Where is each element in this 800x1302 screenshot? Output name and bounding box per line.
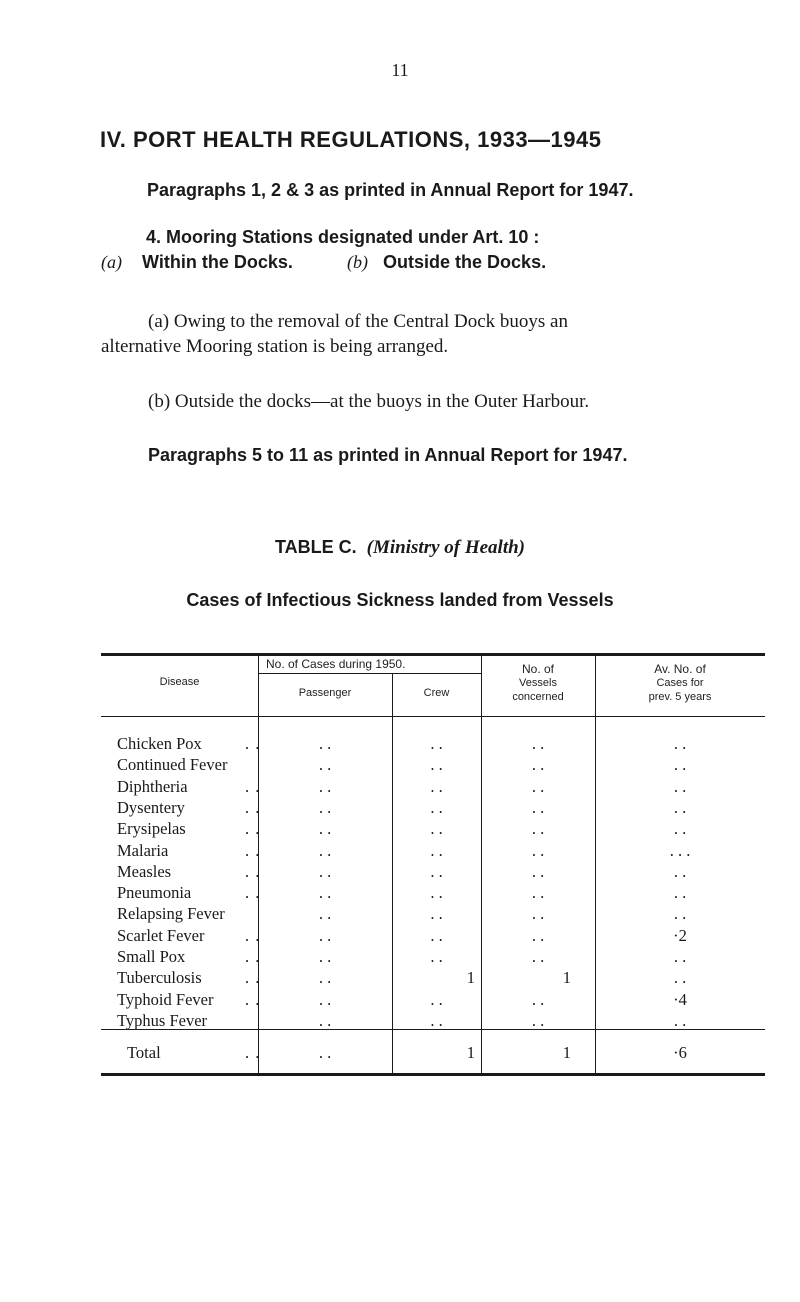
leader-dots: . . (245, 776, 261, 796)
header-vessels-line-1: No. of (521, 662, 554, 676)
option-a-text: Within the Docks. (142, 252, 293, 272)
disease-cell: Dysentery (117, 797, 185, 817)
disease-cell: Chicken Pox (117, 734, 202, 753)
leader-dots: . . (245, 925, 261, 945)
infectious-sickness-table (101, 653, 765, 1077)
leader-dots: . . (245, 947, 261, 966)
disease-cell: Continued Fever (117, 755, 228, 775)
crew-cell: . . (430, 947, 443, 966)
header-vessels (481, 662, 595, 704)
option-a-label: (a) (101, 252, 122, 272)
header-disease: Disease (159, 676, 200, 688)
crew-cell: 1 (466, 968, 475, 988)
passenger-cell: . . (318, 819, 332, 839)
passenger-cell: . . (318, 1010, 332, 1030)
disease-cell: Pneumonia (117, 883, 192, 903)
leader-dots: . . (245, 883, 261, 903)
passenger-cell: . . (318, 776, 332, 796)
crew-cell: . . (430, 840, 443, 860)
disease-cell: Typhoid Fever (117, 989, 214, 1009)
table-row (101, 734, 765, 754)
table-row (101, 968, 765, 988)
avg-cell: . . (673, 883, 687, 903)
table-title-prefix: TABLE C. (274, 537, 357, 557)
header-passenger: Passenger (298, 687, 352, 699)
leader-dots: . . (245, 989, 261, 1009)
crew-cell: . . (430, 925, 443, 945)
vessels-cell: . . (531, 734, 545, 753)
passenger-cell: . . (318, 734, 332, 753)
header-avg-line-3: prev. 5 years (648, 691, 712, 703)
disease-cell: Small Pox (117, 947, 186, 966)
table-row (101, 819, 765, 839)
vessels-cell: . . (531, 904, 545, 924)
table-row (101, 841, 765, 861)
total-crew: 1 (466, 1043, 475, 1062)
crew-cell: . . (430, 904, 443, 924)
table-row (101, 755, 765, 775)
passenger-cell: . . (318, 989, 332, 1009)
vessels-cell: . . (531, 989, 545, 1009)
passenger-cell: . . (318, 755, 332, 775)
table-row (101, 798, 765, 818)
vessels-cell: 1 (562, 968, 571, 988)
avg-cell: ·2 (673, 925, 687, 945)
header-avg-line-2: Cases for (656, 677, 704, 689)
passenger-cell: . . (318, 797, 332, 817)
option-b-label: (b) (347, 252, 369, 272)
leader-dots: . . (245, 819, 261, 839)
disease-cell: Erysipelas (117, 819, 186, 839)
header-group: No. of Cases during 1950. (266, 657, 406, 671)
leader-dots: . . (245, 734, 261, 753)
table-top-rule (101, 653, 765, 656)
header-group-rule (258, 673, 481, 674)
crew-cell: . . (430, 883, 443, 903)
avg-cell: . . (673, 947, 687, 966)
avg-cell: . . (673, 904, 687, 924)
vessels-cell: . . (531, 819, 545, 839)
vessels-cell: . . (531, 861, 545, 881)
table-subtitle: Cases of Infectious Sickness landed from Vessels (186, 590, 614, 610)
vessels-cell: . . (531, 883, 545, 903)
total-passenger: . . (318, 1043, 332, 1062)
crew-cell: . . (430, 861, 443, 881)
crew-cell: . . (430, 989, 443, 1009)
total-dots: . . (245, 1043, 261, 1062)
disease-cell: Measles (117, 861, 172, 881)
page-number: 11 (391, 60, 409, 80)
avg-cell: . . (673, 797, 687, 817)
avg-cell: . . (673, 861, 687, 881)
header-avg-line-1: Av. No. of (654, 662, 706, 676)
disease-cell: Tuberculosis (117, 968, 202, 988)
leader-dots: . . (245, 840, 261, 860)
table-row (101, 883, 765, 903)
table-title-italic: (Ministry of Health) (366, 537, 526, 558)
crew-cell: . . (430, 797, 443, 817)
disease-cell: Relapsing Fever (117, 904, 225, 924)
paragraph-3-line-2: alternative Mooring station is being arranged. (101, 336, 449, 357)
avg-cell: ·4 (673, 989, 687, 1009)
header-crew: Crew (423, 687, 450, 699)
avg-cell: . . (673, 776, 687, 796)
passenger-cell: . . (318, 947, 332, 966)
passenger-cell: . . (318, 883, 332, 903)
paragraph-5: Paragraphs 5 to 11 as printed in Annual Report for 1947. (148, 445, 628, 465)
table-row (101, 926, 765, 946)
vessels-cell: . . (531, 925, 545, 945)
total-avg: ·6 (673, 1043, 687, 1062)
total-label: Total (127, 1043, 161, 1062)
table-bottom-rule (101, 1073, 765, 1076)
passenger-cell: . . (318, 840, 332, 860)
total-vessels: 1 (562, 1043, 571, 1062)
avg-cell: . . (673, 734, 687, 753)
total-row (101, 1043, 765, 1063)
vessels-cell: . . (531, 755, 545, 775)
table-row (101, 947, 765, 967)
crew-cell: . . (430, 1010, 443, 1030)
vessels-cell: . . (531, 947, 545, 966)
table-row (101, 777, 765, 797)
table-row (101, 1011, 765, 1031)
vessels-cell: . . (531, 797, 545, 817)
paragraph-2-options (101, 252, 800, 273)
passenger-cell: . . (318, 925, 332, 945)
passenger-cell: . . (318, 861, 332, 881)
crew-cell: . . (430, 776, 443, 796)
header-bottom-rule (101, 716, 765, 717)
paragraph-1: Paragraphs 1, 2 & 3 as printed in Annual Report for 1947. (147, 180, 634, 200)
disease-cell: Malaria (117, 840, 169, 860)
disease-cell: Typhus Fever (117, 1010, 208, 1030)
paragraph-3-line-1: (a) Owing to the removal of the Central Dock buoys an (148, 311, 568, 332)
option-b-text: Outside the Docks. (383, 252, 547, 272)
section-title: IV. PORT HEALTH REGULATIONS, 1933—1945 (100, 127, 602, 152)
avg-cell: . . . (669, 840, 691, 860)
paragraph-4: (b) Outside the docks—at the buoys in the Outer Harbour. (148, 391, 590, 412)
crew-cell: . . (430, 819, 443, 839)
avg-cell: . . (673, 968, 687, 988)
crew-cell: . . (430, 734, 443, 753)
avg-cell: . . (673, 819, 687, 839)
avg-cell: . . (673, 755, 687, 775)
passenger-cell: . . (318, 968, 332, 988)
disease-cell: Diphtheria (117, 776, 188, 796)
header-avg (595, 662, 765, 704)
vessels-cell: . . (531, 1010, 545, 1030)
header-vessels-line-2: Vessels (519, 677, 557, 689)
disease-cell: Scarlet Fever (117, 925, 205, 945)
leader-dots: . . (245, 861, 261, 881)
vessels-cell: . . (531, 776, 545, 796)
table-title (0, 537, 800, 559)
header-vessels-line-3: concerned (512, 691, 564, 703)
table-row (101, 990, 765, 1010)
passenger-cell: . . (318, 904, 332, 924)
leader-dots: . . (245, 797, 261, 817)
vessels-cell: . . (531, 840, 545, 860)
table-row (101, 904, 765, 924)
leader-dots: . . (245, 968, 261, 988)
avg-cell: . . (673, 1010, 687, 1030)
paragraph-2-heading: 4. Mooring Stations designated under Art. 10 : (146, 227, 540, 247)
table-row (101, 862, 765, 882)
crew-cell: . . (430, 755, 443, 775)
